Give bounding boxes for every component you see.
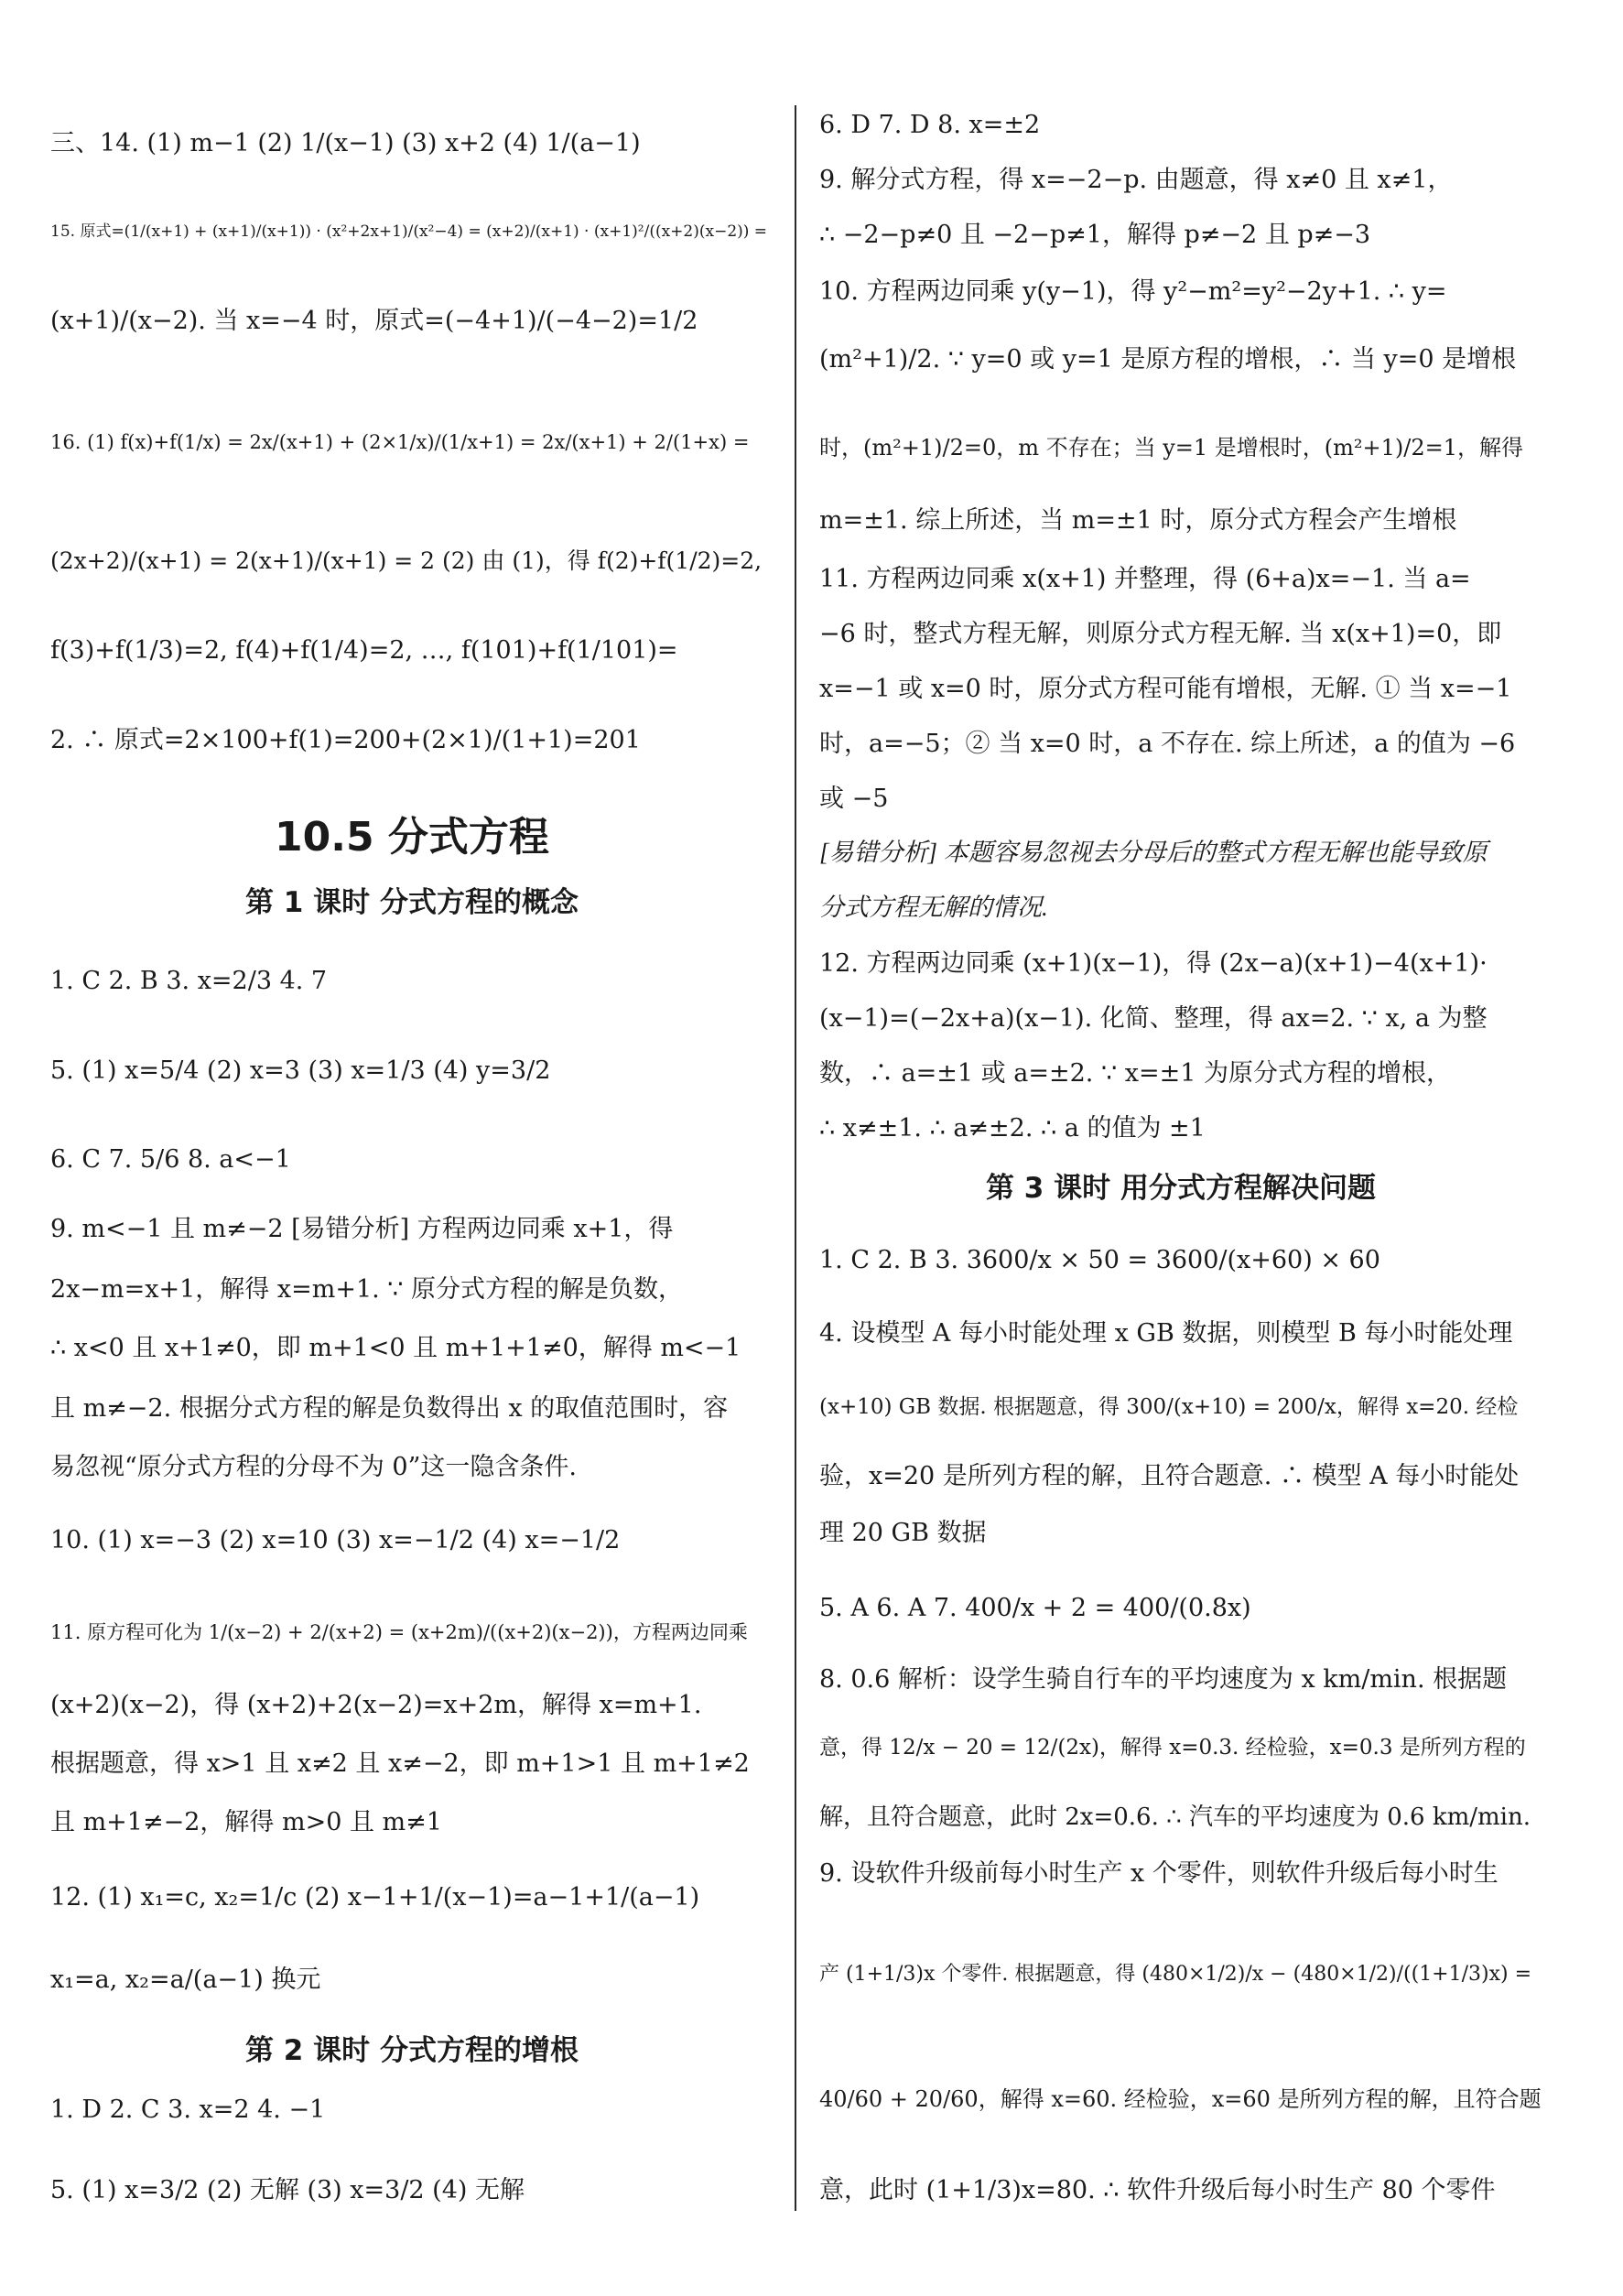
- answer-line: (2x+2)/(x+1) = 2(x+1)/(x+1) = 2 (2) 由 (1)，得 f(2)+f(1/2)=2,: [50, 547, 763, 574]
- answer-line: x=−1 或 x=0 时，原分式方程可能有增根，无解. ① 当 x=−1: [819, 675, 1512, 703]
- answer-line: 12. 方程两边同乘 (x+1)(x−1)，得 (2x−a)(x+1)−4(x+1)·: [819, 949, 1488, 978]
- lesson-title-3: 第 3 课时 用分式方程解决问题: [986, 1172, 1376, 1205]
- answer-line: 且 m≠−2. 根据分式方程的解是负数得出 x 的取值范围时，容: [50, 1394, 729, 1423]
- answer-line: 4. 设模型 A 每小时能处理 x GB 数据，则模型 B 每小时能处理: [819, 1319, 1513, 1348]
- answer-line: 1. C 2. B 3. x=2/3 4. 7: [50, 967, 328, 995]
- answer-line: 5. (1) x=3/2 (2) 无解 (3) x=3/2 (4) 无解: [50, 2176, 525, 2204]
- answer-line: 2x−m=x+1，解得 x=m+1. ∵ 原分式方程的解是负数，: [50, 1275, 684, 1304]
- answer-line: 时，a=−5；② 当 x=0 时，a 不存在. 综上所述，a 的值为 −6: [819, 730, 1516, 758]
- answer-line: f(3)+f(1/3)=2, f(4)+f(1/4)=2, …, f(101)+f(1/101)=: [50, 636, 678, 665]
- answer-line: 11. 方程两边同乘 x(x+1) 并整理，得 (6+a)x=−1. 当 a=: [819, 565, 1471, 593]
- answer-line: 易忽视“原分式方程的分母不为 0”这一隐含条件.: [50, 1453, 577, 1481]
- answer-line: 12. (1) x₁=c, x₂=1/c (2) x−1+1/(x−1)=a−1+1/(a−1): [50, 1883, 700, 1912]
- answer-line: 1. D 2. C 3. x=2 4. −1: [50, 2096, 326, 2124]
- answer-line: 时，(m²+1)/2=0，m 不存在；当 y=1 是增根时，(m²+1)/2=1，解得: [819, 435, 1524, 460]
- column-divider: [795, 105, 796, 2211]
- answer-line: (x+10) GB 数据. 根据题意，得 300/(x+10) = 200/x，解得 x=20. 经检: [819, 1395, 1519, 1419]
- answer-line: (x+1)/(x−2). 当 x=−4 时，原式=(−4+1)/(−4−2)=1/2: [50, 307, 698, 335]
- answer-line: (x+2)(x−2)，得 (x+2)+2(x−2)=x+2m，解得 x=m+1.: [50, 1691, 702, 1719]
- lesson-title-2: 第 2 课时 分式方程的增根: [245, 2034, 579, 2067]
- answer-line: ∴ −2−p≠0 且 −2−p≠1，解得 p≠−2 且 p≠−3: [819, 221, 1371, 249]
- lesson-title-1: 第 1 课时 分式方程的概念: [245, 886, 579, 919]
- answer-line: 5. (1) x=5/4 (2) x=3 (3) x=1/3 (4) y=3/2: [50, 1056, 551, 1085]
- answer-line: m=±1. 综上所述，当 m=±1 时，原分式方程会产生增根: [819, 506, 1457, 535]
- answer-line: (x−1)=(−2x+a)(x−1). 化简、整理，得 ax=2. ∵ x, a 为整: [819, 1004, 1488, 1033]
- answer-line: 验，x=20 是所列方程的解，且符合题意. ∴ 模型 A 每小时能处: [819, 1462, 1520, 1490]
- answer-line: 解，且符合题意，此时 2x=0.6. ∴ 汽车的平均速度为 0.6 km/min.: [819, 1803, 1531, 1831]
- answer-line: 意，此时 (1+1/3)x=80. ∴ 软件升级后每小时生产 80 个零件: [819, 2176, 1496, 2204]
- answer-line: ∴ x<0 且 x+1≠0，即 m+1<0 且 m+1+1≠0，解得 m<−1: [50, 1334, 741, 1362]
- answer-line: 8. 0.6 解析：设学生骑自行车的平均速度为 x km/min. 根据题: [819, 1665, 1508, 1694]
- answer-line: 9. 设软件升级前每小时生产 x 个零件，则软件升级后每小时生: [819, 1859, 1499, 1888]
- answer-line: 40/60 + 20/60，解得 x=60. 经检验，x=60 是所列方程的解，且符合题: [819, 2086, 1542, 2112]
- section-title: 10.5 分式方程: [275, 814, 549, 861]
- answer-line: 2. ∴ 原式=2×100+f(1)=200+(2×1)/(1+1)=201: [50, 726, 641, 754]
- answer-line: 11. 原方程可化为 1/(x−2) + 2/(x+2) = (x+2m)/((x+2)(x−2))，方程两边同乘: [50, 1621, 748, 1643]
- answer-line: 9. m<−1 且 m≠−2 [易错分析] 方程两边同乘 x+1，得: [50, 1215, 674, 1243]
- answer-line: 6. D 7. D 8. x=±2: [819, 111, 1041, 139]
- answer-line: 9. 解分式方程，得 x=−2−p. 由题意，得 x≠0 且 x≠1，: [819, 166, 1453, 194]
- answer-line: 理 20 GB 数据: [819, 1519, 987, 1547]
- answer-line: 且 m+1≠−2，解得 m>0 且 m≠1: [50, 1808, 442, 1836]
- answer-line: 6. C 7. 5/6 8. a<−1: [50, 1145, 291, 1174]
- answer-line: 1. C 2. B 3. 3600/x × 50 = 3600/(x+60) × 60: [819, 1246, 1380, 1274]
- answer-line: 10. 方程两边同乘 y(y−1)，得 y²−m²=y²−2y+1. ∴ y=: [819, 277, 1447, 306]
- answer-line: x₁=a, x₂=a/(a−1) 换元: [50, 1966, 321, 1994]
- answer-line: ∴ x≠±1. ∴ a≠±2. ∴ a 的值为 ±1: [819, 1114, 1206, 1143]
- answer-line: 或 −5: [819, 785, 889, 813]
- error-analysis-note: 分式方程无解的情况.: [819, 893, 1048, 921]
- answer-line: −6 时，整式方程无解，则原分式方程无解. 当 x(x+1)=0，即: [819, 620, 1502, 648]
- answer-line: 产 (1+1/3)x 个零件. 根据题意，得 (480×1/2)/x − (480×1/2)/((1+1/3)x) =: [819, 1963, 1532, 1986]
- answer-line: 意，得 12/x − 20 = 12/(2x)，解得 x=0.3. 经检验，x=0.3 是所列方程的: [819, 1736, 1526, 1760]
- answer-line: (m²+1)/2. ∵ y=0 或 y=1 是原方程的增根，∴ 当 y=0 是增根: [819, 345, 1517, 374]
- answer-line: 三、14. (1) m−1 (2) 1/(x−1) (3) x+2 (4) 1/(a−1): [50, 129, 641, 157]
- answer-line: 15. 原式=(1/(x+1) + (x+1)/(x+1)) · (x²+2x+1)/(x²−4) = (x+2)/(x+1) · (x+1)²/((x+2)(x−2)) =: [50, 222, 768, 241]
- answer-line: 16. (1) f(x)+f(1/x) = 2x/(x+1) + (2×1/x)/(1/x+1) = 2x/(x+1) + 2/(1+x) =: [50, 431, 750, 453]
- answer-line: 数，∴ a=±1 或 a=±2. ∵ x=±1 为原分式方程的增根，: [819, 1059, 1451, 1088]
- error-analysis-note: [易错分析] 本题容易忽视去分母后的整式方程无解也能导致原: [819, 839, 1488, 866]
- answer-line: 根据题意，得 x>1 且 x≠2 且 x≠−2，即 m+1>1 且 m+1≠2: [50, 1749, 750, 1778]
- answer-line: 5. A 6. A 7. 400/x + 2 = 400/(0.8x): [819, 1594, 1251, 1622]
- answer-line: 10. (1) x=−3 (2) x=10 (3) x=−1/2 (4) x=−1/2: [50, 1526, 621, 1554]
